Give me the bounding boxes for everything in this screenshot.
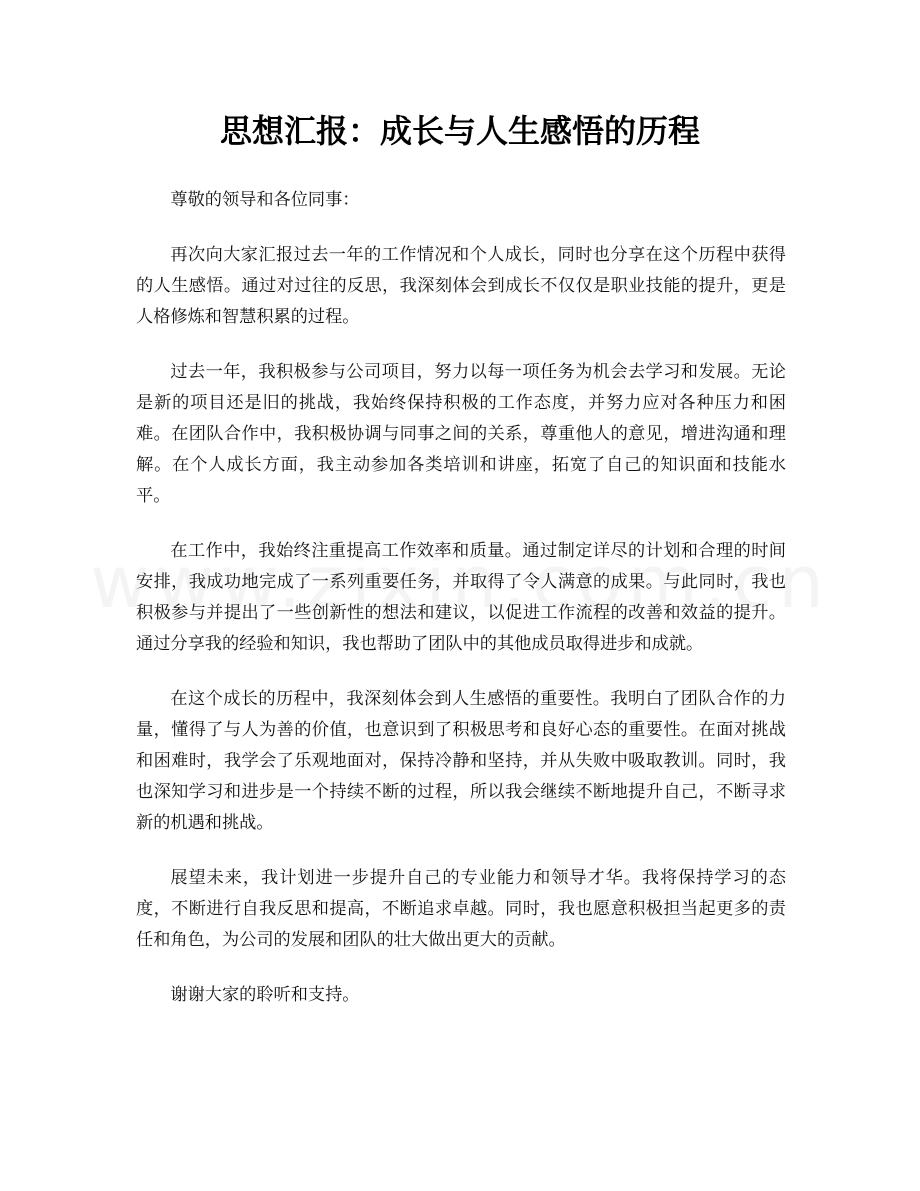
document-body — [136, 185, 786, 1035]
greeting: 尊敬的领导和各位同事： — [170, 190, 360, 210]
paragraph-2: 过去一年，我积极参与公司项目，努力以每一项任务为机会去学习和发展。无论是新的项目还是旧的挑战，我始终保持积极的工作态度，并努力应对各种压力和困难。在团队合作中，我积极协调与同事之间的关系，尊重他人的意见，增进沟通和理解。在个人成长方面，我主动参加各类培训和讲座，拓宽了自己的知识面和技能水平。 — [136, 362, 786, 506]
closing: 谢谢大家的聆听和支持。 — [170, 985, 360, 1005]
paragraph-5: 展望未来，我计划进一步提升自己的专业能力和领导才华。我将保持学习的态度，不断进行自我反思和提高，不断追求卓越。同时，我也愿意积极担当起更多的责任和角色，为公司的发展和团队的壮大做出更大的贡献。 — [136, 868, 786, 950]
paragraph-3: 在工作中，我始终注重提高工作效率和质量。通过制定详尽的计划和合理的时间安排，我成功地完成了一系列重要任务，并取得了令人满意的成果。与此同时，我也积极参与并提出了一些创新性的想法和建议，以促进工作流程的改善和效益的提升。通过分享我的经验和知识，我也帮助了团队中的其他成员取得进步和成就。 — [136, 541, 786, 654]
document-title: 思想汇报：成长与人生感悟的历程 — [219, 112, 700, 150]
paragraph-4: 在这个成长的历程中，我深刻体会到人生感悟的重要性。我明白了团队合作的力量，懂得了与人为善的价值，也意识到了积极思考和良好心态的重要性。在面对挑战和困难时，我学会了乐观地面对，保持冷静和坚持，并从失败中吸取教训。同时，我也深知学习和进步是一个持续不断的过程，所以我会继续不断地提升自己，不断寻求新的机遇和挑战。 — [136, 689, 786, 833]
paragraph-1: 再次向大家汇报过去一年的工作情况和个人成长，同时也分享在这个历程中获得的人生感悟。通过对过往的反思，我深刻体会到成长不仅仅是职业技能的提升，更是人格修炼和智慧积累的过程。 — [136, 245, 786, 327]
